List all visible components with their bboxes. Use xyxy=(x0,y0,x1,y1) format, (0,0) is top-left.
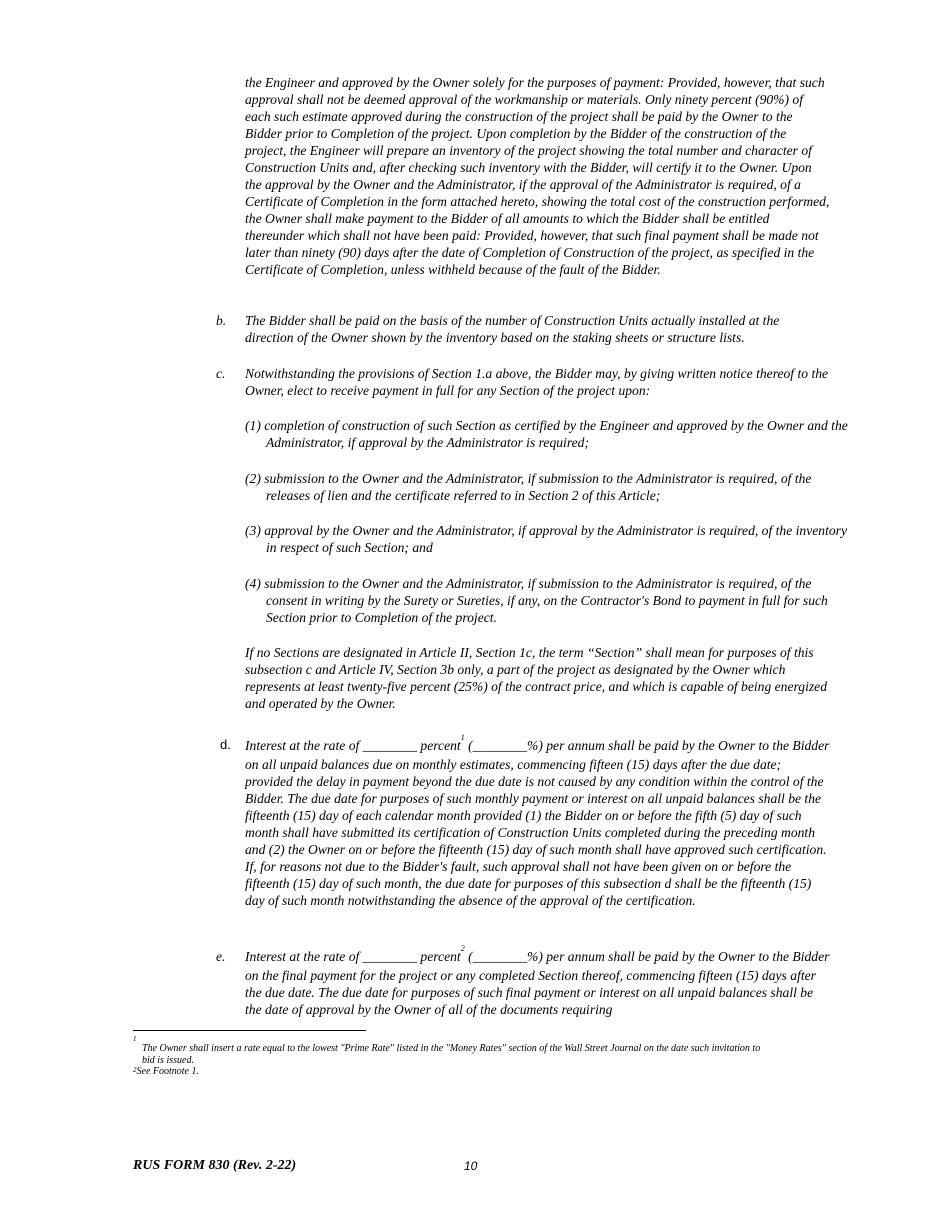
paragraph-a-continued: the Engineer and approved by the Owner solely for the purposes of payment: Provided, however, that such approval shall not be deemed approval of the workmanship or materials. Only ninety percent (90%) of each such estimate approved during the construction of the project shall be paid by the Owner to the Bidder prior to Completion of the project. Upon completion by the Bidder of the construction of the project, the Engineer will prepare an inventory of the project showing the total number and character of Construction Units and, after checking such inventory with the Bidder, will certify it to the Owner. Upon the approval by the Owner and the Administrator, if the approval of the Administrator is required, of a Certificate of Completion in the form attached hereto, showing the total cost of the construction performed, the Owner shall make payment to the Bidder of all amounts to which the Bidder shall be entitled thereunder which shall not have been paid: Provided, however, that such final payment shall be made not later than ninety (90) days after the date of Completion of Construction of the project, as specified in the Certificate of Completion, unless withheld because of the fault of the Bidder. xyxy=(245,75,830,277)
item-e-label: e. xyxy=(216,949,226,964)
paragraph-d-text: (________%) per annum shall be paid by the Owner to the Bidder on all unpaid balances due on monthly estimates, commencing fifteen (15) days after the due date; provided the delay in payment beyond the due date is not caused by any condition within the control of the Bidder. The due date for purposes of such monthly payment or interest on all unpaid balances shall be the fifteenth (15) day of each calendar month provided (1) the Bidder on or before the fifth (5) day of such month shall have submitted its certification of Construction Units completed during the preceding month and (2) the Owner on or before the fifteenth (15) day of such month shall have approved such certification. If, for reasons not due to the Bidder's fault, such approval shall not have been given on or before the fifteenth (15) day of such month, the due date for purposes of this subsection d shall be the fifteenth (15) day of such month notwithstanding the absence of the approval of the certification. xyxy=(245,738,830,908)
footnote-divider xyxy=(133,1030,366,1031)
page-number: 10 xyxy=(464,1159,478,1173)
form-name: RUS FORM 830 (Rev. 2-22) xyxy=(133,1158,297,1173)
footnote-1-text: The Owner shall insert a rate equal to the lowest "Prime Rate" listed in the "Money Rates" section of the Wall Street Journal on the date such invitation to bid is issued. xyxy=(142,1043,761,1066)
paragraph-c-closing: If no Sections are designated in Article II, Section 1c, the term “Section” shall mean for purposes of this subsection c and Article IV, Section 3b only, a part of the project as designated by the Owner which represents at least twenty-five percent (25%) of the contract price, and which is capable of being energized and operated by the Owner. xyxy=(245,645,827,711)
paragraph-c1: (1) completion of construction of such Section as certified by the Engineer and approved by the Owner and the Administrator, if approval by the Administrator is required; xyxy=(245,418,848,450)
footnote-2-mark: 2 xyxy=(133,1066,137,1074)
footnote-1-mark: 1 xyxy=(133,1035,137,1043)
paragraph-e-lead: Interest at the rate of ________ percent xyxy=(245,949,461,964)
footnote-ref-2: 2 xyxy=(460,944,465,953)
paragraph-d xyxy=(245,733,830,909)
item-b-label: b. xyxy=(216,313,227,328)
paragraph-e xyxy=(245,944,830,1018)
paragraph-b: The Bidder shall be paid on the basis of the number of Construction Units actually installed at the direction of the Owner shown by the inventory based on the staking sheets or structure lists. xyxy=(245,313,780,345)
footnote-2-text: See Footnote 1. xyxy=(136,1066,199,1077)
footnote-ref-1: 1 xyxy=(460,733,465,742)
paragraph-d-lead: Interest at the rate of ________ percent xyxy=(245,738,461,753)
item-c-label: c. xyxy=(216,366,226,381)
footnote-1 xyxy=(133,1035,773,1067)
paragraph-c3: (3) approval by the Owner and the Administrator, if approval by the Administrator is required, of the inventory in respect of such Section; and xyxy=(245,523,847,555)
paragraph-c2: (2) submission to the Owner and the Administrator, if submission to the Administrator is required, of the releases of lien and the certificate referred to in Section 2 of this Article; xyxy=(245,471,812,503)
paragraph-c4: (4) submission to the Owner and the Administrator, if submission to the Administrator is required, of the consent in writing by the Surety or Sureties, if any, on the Contractor's Bond to payment in full for such Section prior to Completion of the project. xyxy=(245,576,828,625)
footnote-2 xyxy=(133,1066,199,1078)
paragraph-e-text: (________%) per annum shall be paid by the Owner to the Bidder on the final payment for the project or any completed Section thereof, commencing fifteen (15) days after the due date. The due date for purposes of such final payment or interest on all unpaid balances shall be the date of approval by the Owner of all of the documents requiring xyxy=(245,949,830,1017)
paragraph-c: Notwithstanding the provisions of Section 1.a above, the Bidder may, by giving written notice thereof to the Owner, elect to receive payment in full for any Section of the project upon: xyxy=(245,366,829,398)
item-d-label: d. xyxy=(220,737,231,752)
